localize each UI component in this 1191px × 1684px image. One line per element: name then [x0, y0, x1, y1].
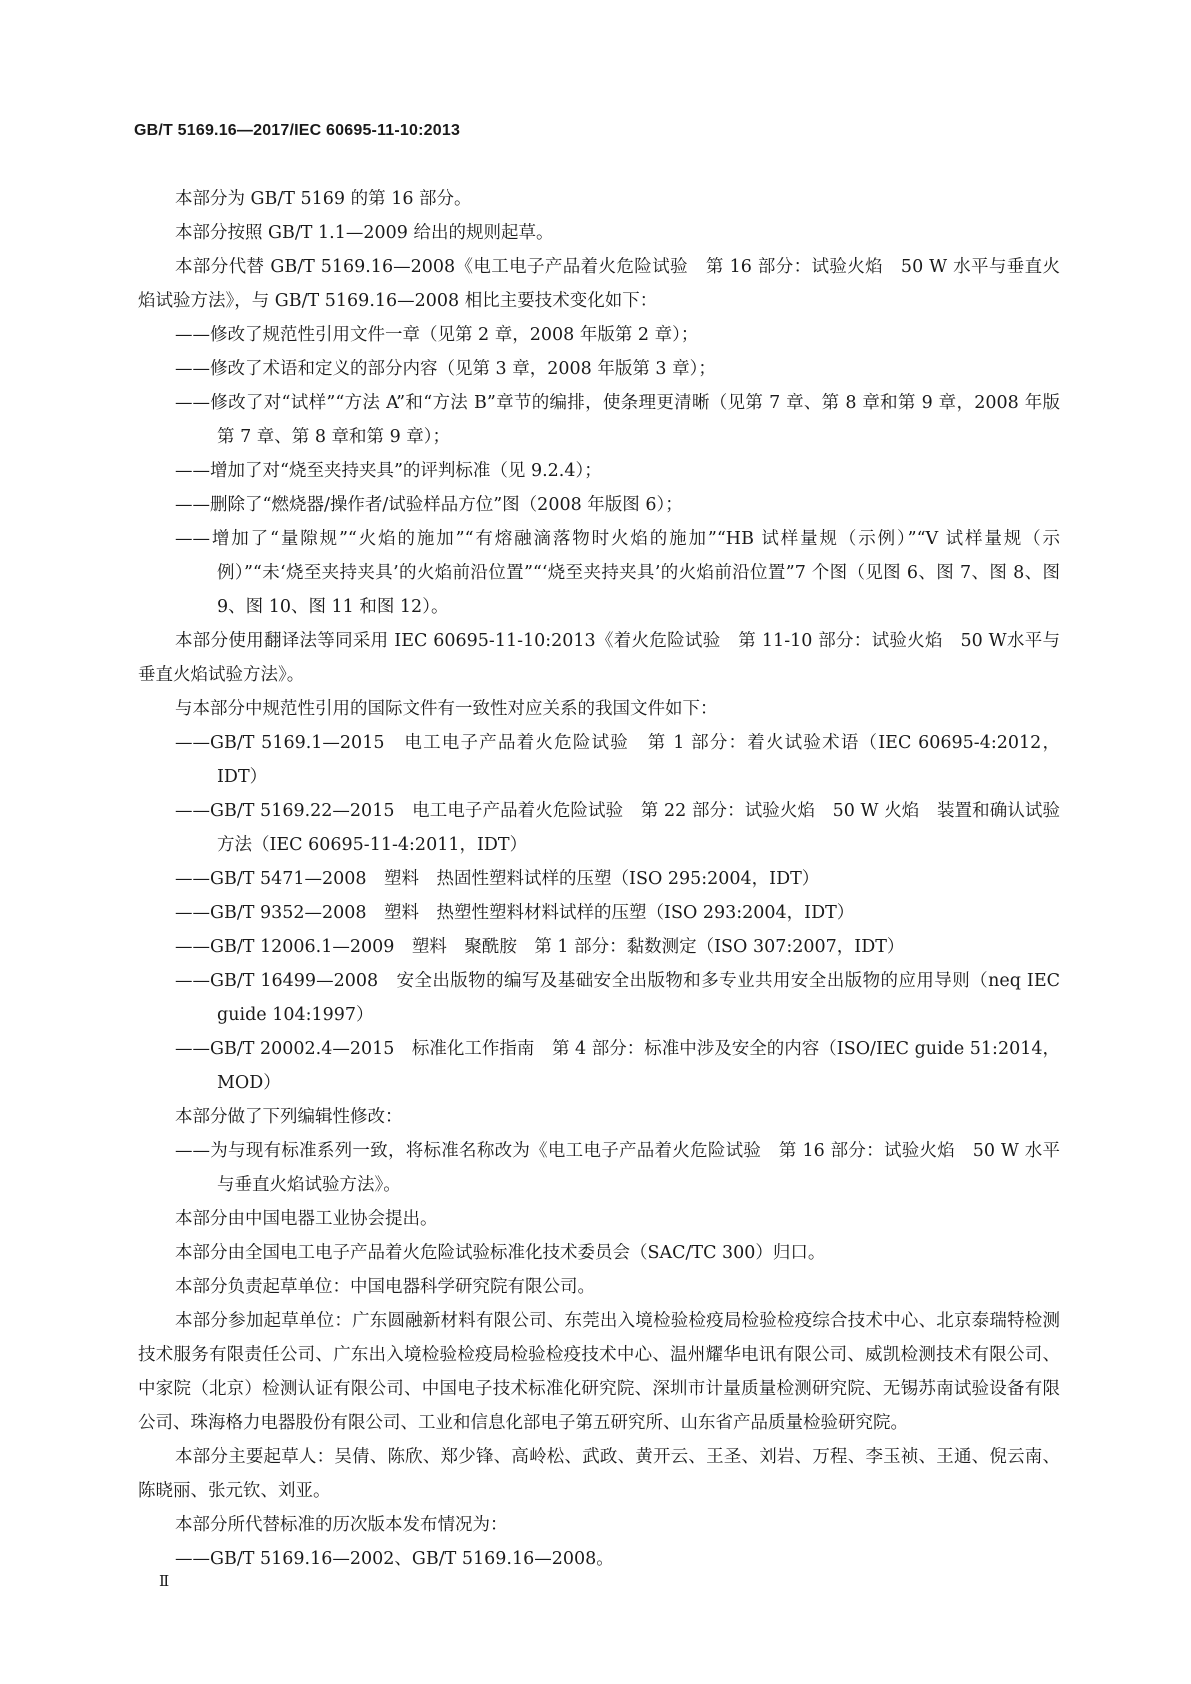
dash-list-item: ——增加了“量隙规”“火焰的施加”“有熔融滴落物时火焰的施加”“HB 试样量规（示例）”“V 试样量规（示例）”“未‘烧至夹持夹具’的火焰前沿位置”“‘烧至夹持夹具’的火焰前沿位置”7 个图（见图 6、图 7、图 8、图 9、图 10、图 11 和图 12）。 — [175, 529, 1060, 617]
dash-list-item: ——修改了规范性引用文件一章（见第 2 章，2008 年版第 2 章）； — [175, 325, 699, 345]
dash-list-item: ——GB/T 5169.16—2002、GB/T 5169.16—2008。 — [175, 1549, 614, 1569]
paragraph: 本部分代替 GB/T 5169.16—2008《电工电子产品着火危险试验 第 16 部分：试验火焰 50 W 水平与垂直火焰试验方法》，与 GB/T 5169.16—2008 相比主要技术变化如下： — [138, 257, 1060, 311]
dash-list-item: ——修改了术语和定义的部分内容（见第 3 章，2008 年版第 3 章）； — [175, 359, 716, 379]
paragraph: 本部分主要起草人：吴倩、陈欣、郑少锋、高岭松、武政、黄开云、王圣、刘岩、万程、李玉祯、王通、倪云南、陈晓丽、张元钦、刘亚。 — [138, 1447, 1060, 1501]
paragraph: 与本部分中规范性引用的国际文件有一致性对应关系的我国文件如下： — [175, 699, 718, 719]
paragraph: 本部分参加起草单位：广东圆融新材料有限公司、东莞出入境检验检疫局检验检疫综合技术中心、北京泰瑞特检测技术服务有限责任公司、广东出入境检验检疫局检验检疫技术中心、温州耀华电讯有限公司、威凯检测技术有限公司、中家院（北京）检测认证有限公司、中国电子技术标准化研究院、深圳市计量质量检测研究院、无锡苏南试验设备有限公司、珠海格力电器股份有限公司、工业和信息化部电子第五研究所、山东省产品质量检验研究院。 — [138, 1311, 1060, 1433]
dash-list-item: ——GB/T 5471—2008 塑料 热固性塑料试样的压塑（ISO 295:2004，IDT） — [175, 869, 820, 889]
paragraph: 本部分所代替标准的历次版本发布情况为： — [175, 1515, 508, 1535]
paragraph: 本部分使用翻译法等同采用 IEC 60695-11-10:2013《着火危险试验 第 11-10 部分：试验火焰 50 W水平与垂直火焰试验方法》。 — [138, 631, 1060, 685]
dash-list-item: ——GB/T 5169.1—2015 电工电子产品着火危险试验 第 1 部分：着火试验术语（IEC 60695-4:2012，IDT） — [175, 733, 1060, 787]
paragraph: 本部分做了下列编辑性修改： — [175, 1107, 403, 1127]
dash-list-item: ——修改了对“试样”“方法 A”和“方法 B”章节的编排，使条理更清晰（见第 7 章、第 8 章和第 9 章，2008 年版第 7 章、第 8 章和第 9 章）； — [175, 393, 1060, 447]
foreword-body — [138, 182, 1060, 1576]
paragraph: 本部分由全国电工电子产品着火危险试验标准化技术委员会（SAC/TC 300）归口。 — [175, 1243, 826, 1263]
dash-list-item: ——删除了“燃烧器/操作者/试验样品方位”图（2008 年版图 6）； — [175, 495, 683, 515]
dash-list-item: ——GB/T 16499—2008 安全出版物的编写及基础安全出版物和多专业共用安全出版物的应用导则（neq IEC guide 104:1997） — [175, 971, 1060, 1025]
dash-list-item: ——GB/T 12006.1—2009 塑料 聚酰胺 第 1 部分：黏数测定（ISO 307:2007，IDT） — [175, 937, 905, 957]
paragraph: 本部分按照 GB/T 1.1—2009 给出的规则起草。 — [175, 223, 554, 243]
standard-header: GB/T 5169.16—2017/IEC 60695-11-10:2013 — [134, 122, 461, 139]
dash-list-item: ——GB/T 5169.22—2015 电工电子产品着火危险试验 第 22 部分：试验火焰 50 W 火焰 装置和确认试验方法（IEC 60695-11-4:2011，IDT） — [175, 801, 1060, 855]
paragraph: 本部分由中国电器工业协会提出。 — [175, 1209, 438, 1229]
dash-list-item: ——GB/T 9352—2008 塑料 热塑性塑料材料试样的压塑（ISO 293:2004，IDT） — [175, 903, 855, 923]
dash-list-item: ——为与现有标准系列一致，将标准名称改为《电工电子产品着火危险试验 第 16 部分：试验火焰 50 W 水平与垂直火焰试验方法》。 — [175, 1141, 1060, 1195]
dash-list-item: ——GB/T 20002.4—2015 标准化工作指南 第 4 部分：标准中涉及安全的内容（ISO/IEC guide 51:2014，MOD） — [175, 1039, 1060, 1093]
dash-list-item: ——增加了对“烧至夹持夹具”的评判标准（见 9.2.4）； — [175, 461, 602, 481]
page-number: Ⅱ — [159, 1572, 170, 1590]
paragraph: 本部分负责起草单位：中国电器科学研究院有限公司。 — [175, 1277, 595, 1297]
paragraph: 本部分为 GB/T 5169 的第 16 部分。 — [175, 189, 472, 209]
